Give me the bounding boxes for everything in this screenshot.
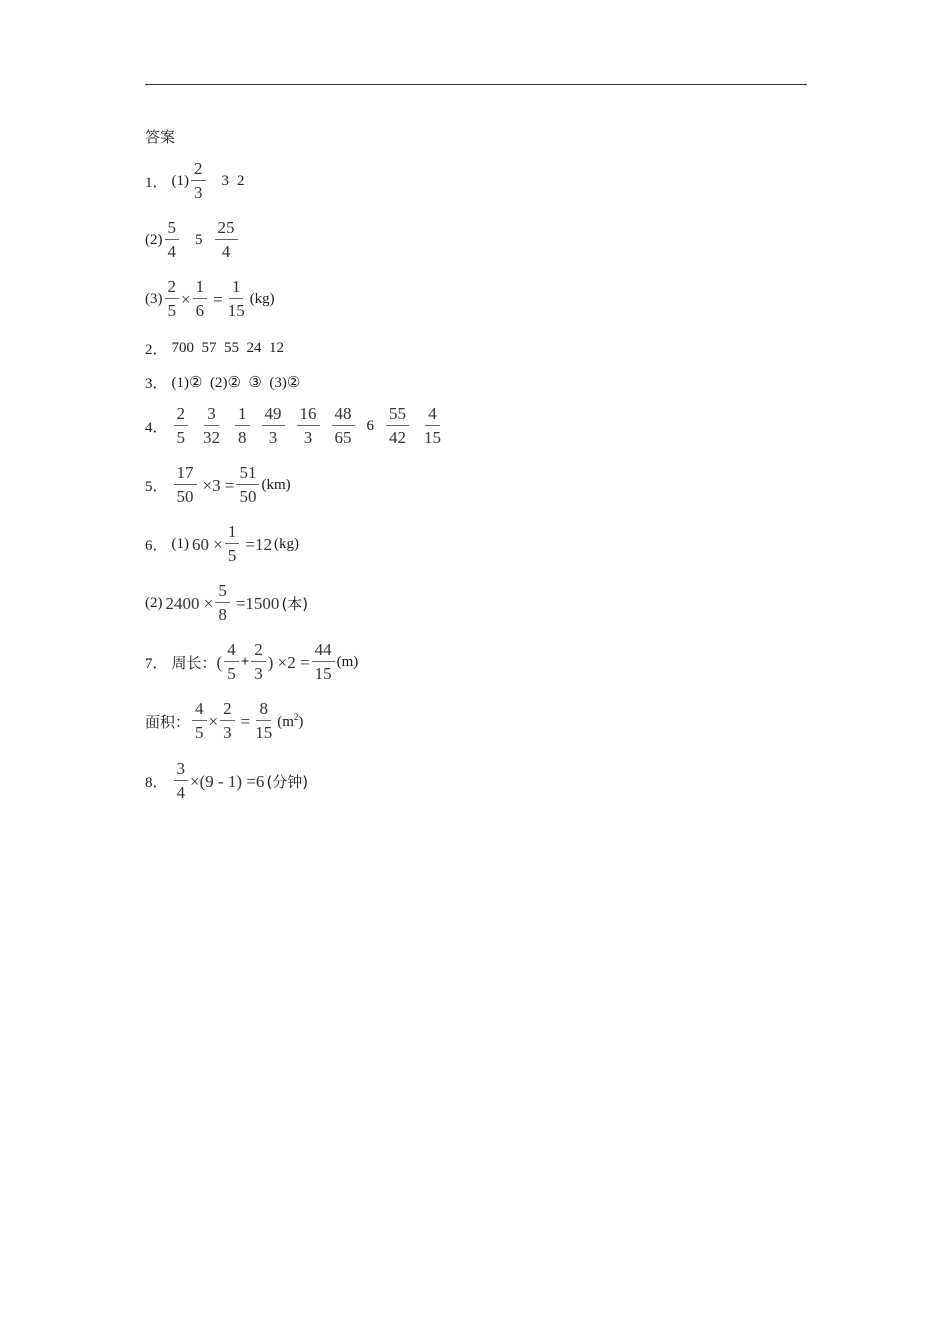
- q6-part1: [145, 521, 299, 568]
- q1-part1: [145, 158, 245, 205]
- denominator: 50: [176, 487, 194, 506]
- fraction: [220, 698, 235, 745]
- fraction: [165, 276, 180, 323]
- unit: [277, 712, 303, 731]
- fraction: [225, 276, 248, 323]
- numerator: 48: [332, 403, 355, 426]
- denominator: 3: [268, 428, 278, 447]
- fraction: [224, 639, 239, 686]
- numerator: 51: [236, 462, 259, 485]
- fraction: [332, 403, 355, 450]
- denominator: 5: [195, 723, 204, 742]
- denominator: 4: [221, 242, 231, 261]
- denominator: 8: [238, 428, 247, 447]
- denominator: 4: [176, 783, 186, 802]
- numerator: 3: [204, 403, 219, 426]
- q6-p1-expr-start: 60 ×: [192, 534, 223, 554]
- q3-answers: (1)② (2)② ③ (3)②: [171, 375, 301, 391]
- fraction: [312, 639, 335, 686]
- equals-sign: =: [240, 711, 251, 731]
- fraction: [297, 403, 320, 450]
- q5-label: 5．: [145, 479, 168, 495]
- q1-p2-answer2: 5: [195, 232, 203, 248]
- fraction: [165, 217, 180, 264]
- q8-expression: ×(9 - 1) =6: [190, 771, 265, 791]
- denominator: 5: [176, 428, 186, 447]
- q5-line: [145, 462, 291, 509]
- q7-perimeter: [145, 639, 358, 686]
- fraction: [191, 158, 206, 205]
- answer-title-text: 答案: [145, 128, 176, 146]
- q6-p2-expr-start: 2400 ×: [165, 593, 214, 613]
- denominator: 5: [167, 301, 176, 320]
- fraction: [386, 403, 409, 450]
- q6-p2-expr-end: =1500: [235, 593, 280, 613]
- numerator: 5: [215, 580, 230, 603]
- q7-label: 7．: [145, 656, 168, 672]
- denominator: 5: [227, 546, 237, 565]
- unit: (kg): [249, 291, 275, 307]
- numerator: 2: [251, 639, 266, 662]
- denominator: 3: [223, 723, 232, 742]
- denominator: 3: [303, 428, 313, 447]
- times-sign: ×: [181, 289, 191, 309]
- q2-line: [145, 338, 284, 359]
- numerator: 4: [224, 639, 239, 662]
- answer-title: [145, 126, 175, 147]
- q8-label: 8．: [145, 775, 168, 791]
- q6-p1-expr-end: =12: [245, 534, 272, 554]
- q4-label: 4．: [145, 420, 168, 436]
- unit-close: ): [298, 714, 304, 730]
- numerator: 5: [165, 217, 180, 240]
- q6-p1-tag: (1): [171, 536, 190, 552]
- q8-line: [145, 758, 308, 805]
- fraction: [192, 698, 207, 745]
- q6-label: 6．: [145, 538, 168, 554]
- q1-p1-answer2: 3: [221, 173, 230, 189]
- denominator: 32: [203, 428, 221, 447]
- unit-base: (m: [277, 714, 294, 730]
- unit: (km): [261, 477, 291, 493]
- open-paren: (: [216, 652, 223, 672]
- numerator: 4: [192, 698, 207, 721]
- fraction: [252, 698, 275, 745]
- q6-p2-tag: (2): [145, 595, 163, 611]
- numerator: 1: [229, 276, 244, 299]
- denominator: 42: [389, 428, 407, 447]
- numerator: 49: [262, 403, 285, 426]
- fraction: [262, 403, 285, 450]
- fraction: [225, 521, 240, 568]
- numerator: 25: [215, 217, 238, 240]
- denominator: 3: [194, 183, 203, 202]
- perimeter-label: 周长：: [171, 654, 217, 672]
- q1-part3: [145, 276, 275, 323]
- numerator: 55: [386, 403, 409, 426]
- q2-label: 2．: [145, 342, 168, 358]
- q3-label: 3．: [145, 376, 168, 392]
- numerator: 17: [174, 462, 197, 485]
- denominator: 65: [334, 428, 352, 447]
- denominator: 50: [239, 487, 257, 506]
- unit: (m): [336, 654, 359, 670]
- fraction: [421, 403, 444, 450]
- numerator: 16: [297, 403, 320, 426]
- fraction: [174, 403, 189, 450]
- q6-part2: [145, 580, 308, 627]
- denominator: 6: [195, 301, 205, 320]
- q1-p1-tag: (1): [171, 173, 190, 189]
- fraction: [174, 462, 197, 509]
- numerator: 2: [165, 276, 180, 299]
- fraction: [236, 462, 259, 509]
- times-sign: ×: [208, 711, 219, 731]
- numerator: 44: [312, 639, 335, 662]
- area-label: 面积：: [145, 713, 191, 731]
- unit: (kg): [273, 536, 299, 552]
- q1-p2-tag: (2): [145, 232, 163, 248]
- denominator: 15: [255, 723, 273, 742]
- denominator: 5: [227, 664, 236, 683]
- q1-label: 1．: [145, 175, 168, 191]
- q3-line: [145, 372, 300, 393]
- numerator: 8: [256, 698, 271, 721]
- numerator: 2: [220, 698, 235, 721]
- denominator: 15: [314, 664, 332, 683]
- fraction: [215, 217, 238, 264]
- q7-perimeter-expr: ) ×2 =: [267, 652, 310, 672]
- numerator: 1: [225, 521, 240, 544]
- denominator: 8: [218, 605, 227, 624]
- numerator: 1: [193, 276, 208, 299]
- unit-exponent: 2: [293, 712, 299, 722]
- denominator: 4: [167, 242, 176, 261]
- numerator: 2: [174, 403, 189, 426]
- equals-sign: =: [213, 289, 223, 309]
- q4-line: [145, 403, 450, 450]
- denominator: 15: [424, 428, 442, 447]
- q7-area: [145, 698, 303, 745]
- header-rule: [145, 84, 807, 85]
- q2-answers: 700 57 55 24 12: [171, 340, 285, 356]
- fraction: [215, 580, 230, 627]
- fraction: [193, 276, 208, 323]
- fraction: [251, 639, 266, 686]
- q4-whole-number: 6: [366, 418, 375, 434]
- numerator: 3: [174, 758, 189, 781]
- plus-sign: +: [240, 654, 250, 670]
- q1-p3-tag: (3): [145, 291, 163, 307]
- q5-expression: ×3 =: [202, 475, 235, 495]
- numerator: 4: [425, 403, 440, 426]
- unit: (分钟): [266, 773, 309, 791]
- fraction: [174, 758, 189, 805]
- q1-p1-answer3: 2: [237, 173, 245, 189]
- numerator: 2: [191, 158, 206, 181]
- fraction: [235, 403, 250, 450]
- q1-part2: [145, 217, 244, 264]
- denominator: 3: [254, 664, 263, 683]
- numerator: 1: [235, 403, 250, 426]
- unit: (本): [281, 595, 309, 613]
- fraction: [200, 403, 223, 450]
- denominator: 15: [227, 301, 245, 320]
